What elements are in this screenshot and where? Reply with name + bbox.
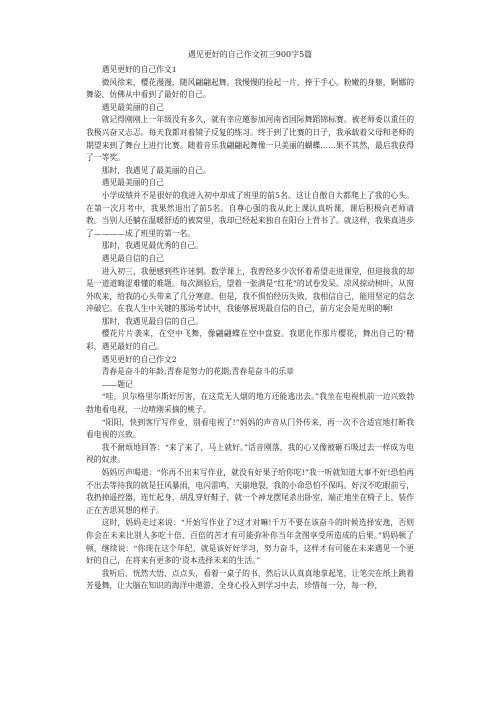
paragraph: 就记得刚刚上一年级没有多久，就有幸应邀参加河南省国际舞蹈锦标赛。被老师委以重任的我极兴奋又忐忑。每天我都对着镜子反复的练习。终于到了比赛的日子，我承载着父母和老师的期望来到了舞台上进行比赛。随着音乐我翩翩起舞像一只美丽的蝴蝶……果不其然，最后我获得了一等奖。	[86, 115, 414, 163]
paragraph: 那时，我遇见最自信的自己。	[101, 316, 203, 326]
section-heading: 遇见最自信的自己	[101, 253, 164, 263]
paragraph: “阳阳，快到客厅写作业，别看电视了!”妈妈的声音从门外传来，再一次不合适宜地打断我看电视的兴致。	[86, 417, 414, 440]
paragraph: 那时，我遇见了最美丽的自己。	[101, 165, 211, 175]
paragraph: 樱花片片袭来，在空中飞舞，像翩翩蝶在空中盘旋。我愿化作那片樱花，舞出自己的‘精彩，遇见最好的自己。	[86, 329, 414, 352]
paragraph: “哇，贝尔格里尔斯好厉害，在这荒无人烟的地方还能逃出去。”我坐在电视机前一边兴致勃勃地看电视，一边啃刚采摘的桃子。	[86, 392, 414, 415]
paragraph: 进入初三，我便感到些许迷惘。数学课上，我曾经多少次怀着希望走进课堂，但迎接我的却是一道道晦涩难懂的难题。每次测验后，望着一张满是“红花”的试卷发呆。凉风掠动树叶，从窗外吹来，给我的心头带来了几分寒意。但是，我不惧怕经历失败，我相信自己，能用坚定的信念冲破它。在我人生中关键的那场考试中，我能够展现最自信的自己，前方定会是光明的啊!	[86, 266, 414, 314]
section-heading: 遇见最美丽的自己	[101, 178, 164, 188]
epigraph-attribution: ——题记	[101, 379, 133, 389]
paragraph: 微风徐来，樱花漫漫，随风翩翩起舞。我慢慢的捡起一片，捧于手心。粉嫩的身躯，婀娜的舞姿，仿佛从中看到了最好的自己。	[86, 77, 414, 100]
section-heading: 遇见最美丽的自己	[101, 102, 164, 112]
epigraph: 青春是奋斗的年龄;青春是努力的花期;青春是奋斗的乐章	[101, 367, 294, 377]
paragraph: 那时，我遇见最优秀的自己。	[101, 241, 203, 251]
essay-heading: 遇见更好的自己作文2	[101, 354, 177, 364]
paragraph: 小学成绩并不是很好的我进入初中却成了班里的前5名。这让自傲自大都爬上了我的心头。在第一次月考中，我果然退出了前5名。自尊心强的我从此上课认真听课，课后积极向老师请教。当别人还躺在温暖舒适的被窝里，我却已经起来独自在阳台上背书了。就这样，我果真进步了————成了班里的第一名。	[86, 190, 414, 238]
paragraph: 妈妈厉声喝道：“你再不出来写作业，就没有好果子给你吃!”我一听就知道大事不好!恐怕再不出去等待我的就是狂风暴雨，电闪雷鸣，天崩地裂，我的小命恐怕不保吗。好汉不吃眼前亏，我扔掉遥控器，连忙起身，胡乱穿好鞋子，就一个神龙摆尾杀出卧室，端正地坐在椅子上，装作正在苦思冥想的样子。	[86, 468, 414, 515]
document-body	[86, 64, 414, 593]
paragraph: 我不耐烦地回答：“来了来了，马上就好。”话音刚落，我的心又像被砸石吸过去一样成为电视的奴隶。	[86, 442, 414, 465]
essay-heading: 遇见更好的自己作文1	[101, 65, 177, 74]
paragraph: 我听后，恍然大悟，点点头，看着一桌子的书，然后认认真真地拿起笔，让笔尖在纸上跳着芳曼舞，让大脑在知识的海洋中遨游，全身心投入到学习中去，珍惜每一分，每一秒，	[86, 568, 414, 591]
document-title: 遇见更好的自己作文初三900字5篇	[187, 50, 313, 59]
paragraph: 这时，妈妈走过来说：“开始写作业了?这才对嘛!千万不要在该奋斗的时候选择安逸，否则你会在未来比别人多吃十倍、百倍的苦才有可能弥补你当年贪图享受所造成的后果。”妈妈顿了顿，继续说：“你现在这个年纪，就是该好好学习，努力奋斗，这样才有可能在未来遇见一个更好的自己，在将来有更多的‘资本选择未来的生活。”	[86, 518, 414, 566]
